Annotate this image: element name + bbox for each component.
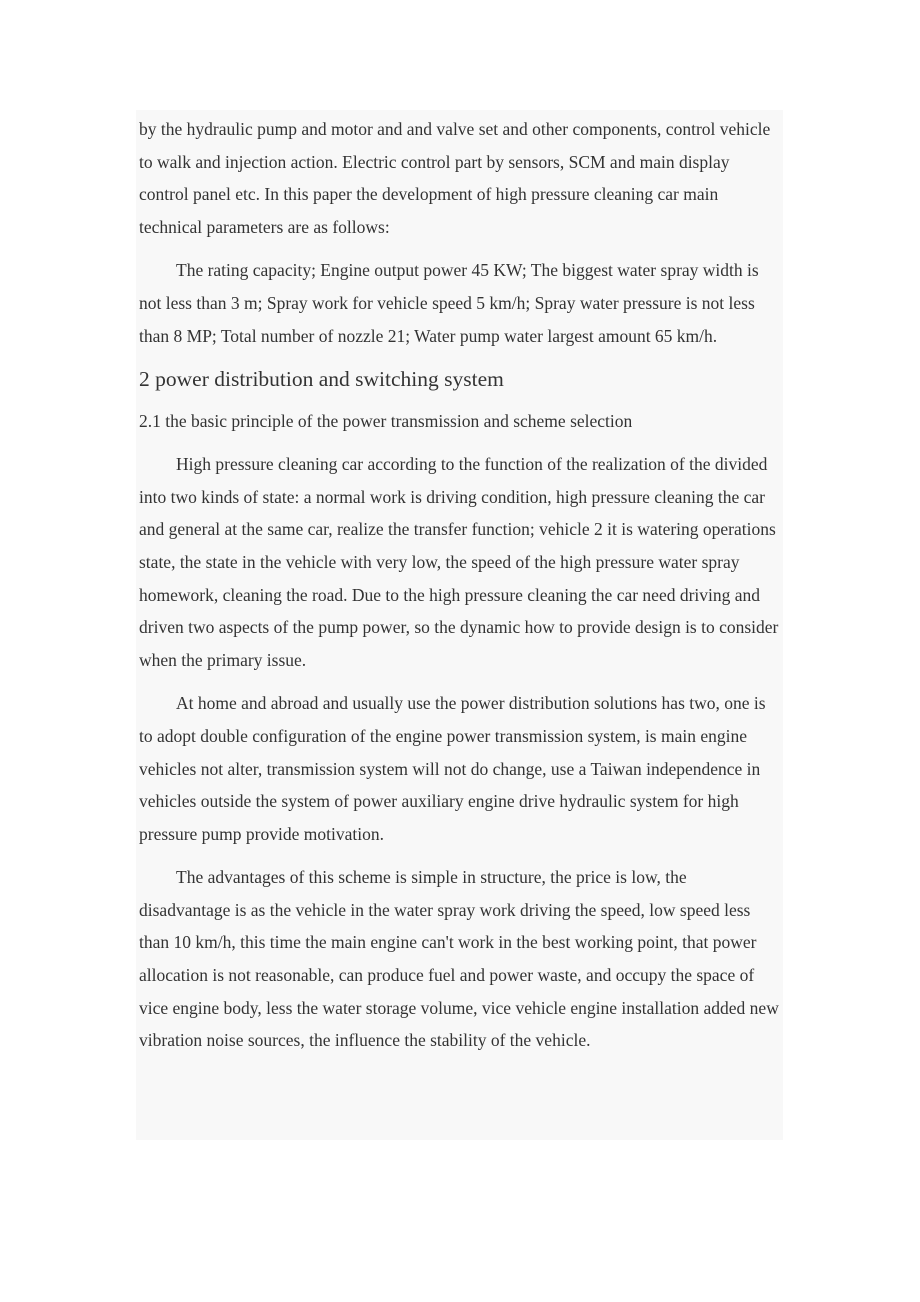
paragraph-technical-parameters: The rating capacity; Engine output power 45 KW; The biggest water spray width is not less than 3 m; Spray work for vehicle speed 5 km/h; Spray water pressure is not less than 8 MP; Total number of nozzle 21; Water pump water largest amount 65 km/h. (139, 260, 759, 346)
paragraph-vehicle-states: High pressure cleaning car according to the function of the realization of the divided into two kinds of state: a normal work is driving condition, high pressure cleaning the car and general at the same car, realize the transfer function; vehicle 2 it is watering operations state, the state in the vehicle with very low, the speed of the high pressure water spray homework, cleaning the road. Due to the high pressure cleaning the car need driving and driven two aspects of the pump power, so the dynamic how to provide design is to consider when the primary issue. (139, 454, 779, 670)
document-body (136, 110, 783, 1140)
paragraph-intro: by the hydraulic pump and motor and and valve set and other components, control vehicle to walk and injection action. Electric control part by sensors, SCM and main display control panel etc. In this paper the development of high pressure cleaning car main technical parameters are as follows: (139, 119, 771, 237)
paragraph-power-solutions: At home and abroad and usually use the power distribution solutions has two, one is to adopt double configuration of the engine power transmission system, is main engine vehicles not alter, transmission system will not do change, use a Taiwan independence in vehicles outside the system of power auxiliary engine drive hydraulic system for high pressure pump provide motivation. (139, 693, 766, 844)
subsection-heading: 2.1 the basic principle of the power transmission and scheme selection (139, 411, 633, 432)
paragraph-scheme-advantages: The advantages of this scheme is simple in structure, the price is low, the disadvantage is as the vehicle in the water spray work driving the speed, low speed less than 10 km/h, this time the main engine can't work in the best working point, that power allocation is not reasonable, can produce fuel and power waste, and occupy the space of vice engine body, less the water storage volume, vice vehicle engine installation added new vibration noise sources, the influence the stability of the vehicle. (139, 867, 779, 1051)
section-heading: 2 power distribution and switching system (139, 367, 504, 392)
